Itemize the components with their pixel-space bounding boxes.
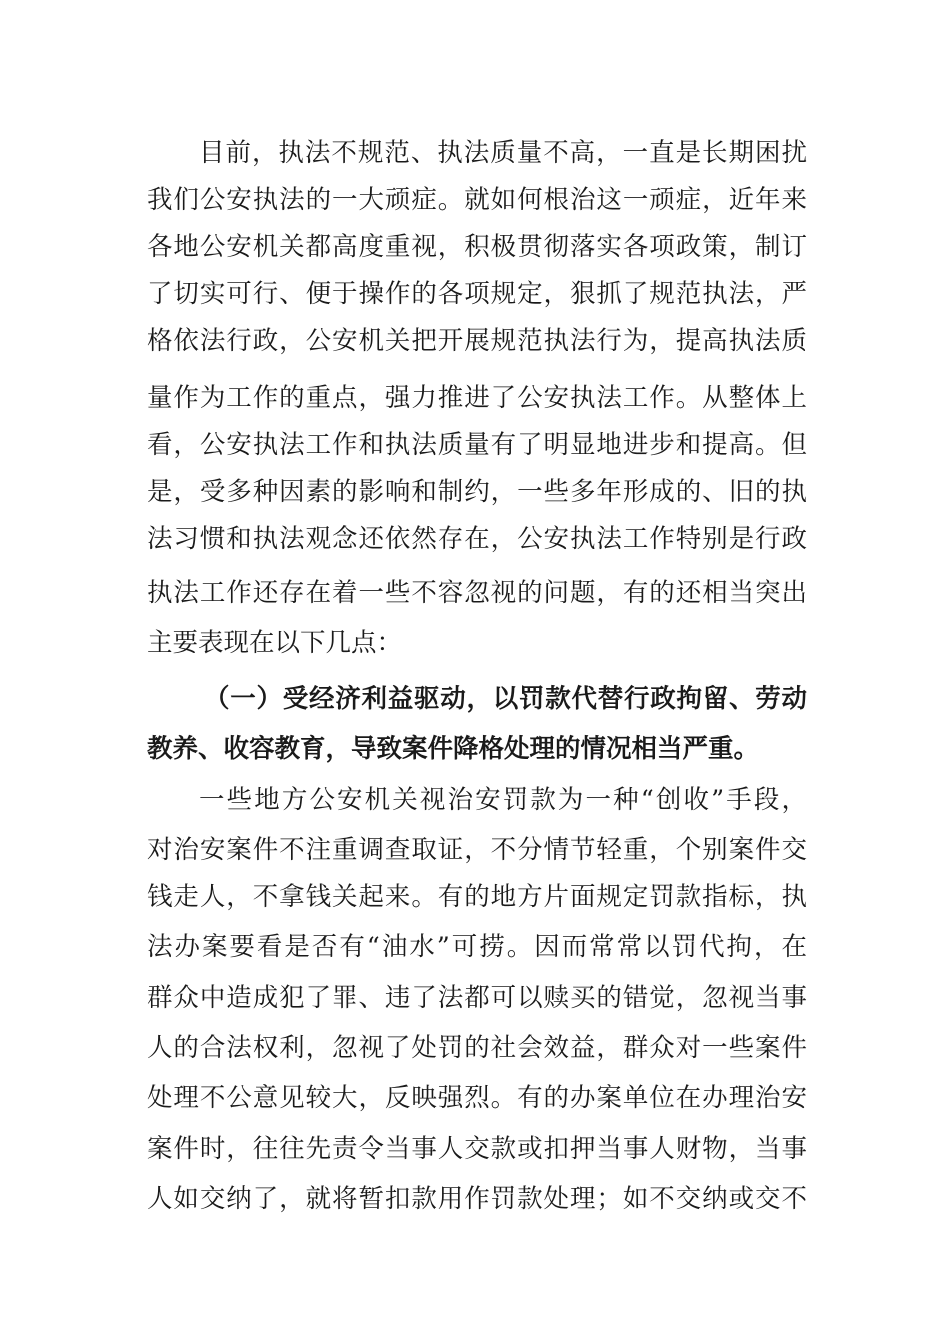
text-line: 格依法行政，公安机关把开展规范执法行为，提高执法质 xyxy=(147,326,807,356)
text-line: 一些地方公安机关视治安罚款为一种“创收”手段， xyxy=(199,785,807,815)
text-line: 群众中造成犯了罪、违了法都可以赎买的错觉，忽视当事 xyxy=(147,983,807,1013)
text-line: 看，公安执法工作和执法质量有了明显地进步和提高。但 xyxy=(147,430,807,460)
text-line: 人的合法权利，忽视了处罚的社会效益，群众对一些案件 xyxy=(147,1033,807,1063)
text-line: 钱走人，不拿钱关起来。有的地方片面规定罚款指标，执 xyxy=(147,882,807,912)
text-line: 我们公安执法的一大顽症。就如何根治这一顽症，近年来 xyxy=(147,185,807,215)
text-line: 法习惯和执法观念还依然存在，公安执法工作特别是行政 xyxy=(147,524,807,554)
text-line: 主要表现在以下几点： xyxy=(147,628,403,658)
text-line: 量作为工作的重点，强力推进了公安执法工作。从整体上 xyxy=(147,383,807,413)
text-line: 人如交纳了，就将暂扣款用作罚款处理；如不交纳或交不 xyxy=(147,1184,807,1214)
text-line: 目前，执法不规范、执法质量不高，一直是长期困扰 xyxy=(199,138,807,168)
heading-line: （一）受经济利益驱动，以罚款代替行政拘留、劳动 xyxy=(204,684,807,714)
text-line: 法办案要看是否有“油水”可捞。因而常常以罚代拘，在 xyxy=(147,932,807,962)
text-line: 各地公安机关都高度重视，积极贯彻落实各项政策，制订 xyxy=(147,232,807,262)
text-line: 对治安案件不注重调查取证，不分情节轻重，个别案件交 xyxy=(147,835,807,865)
text-line: 了切实可行、便于操作的各项规定，狠抓了规范执法，严 xyxy=(147,279,807,309)
text-line: 案件时，往往先责令当事人交款或扣押当事人财物，当事 xyxy=(147,1134,807,1164)
text-line: 处理不公意见较大，反映强烈。有的办案单位在办理治安 xyxy=(147,1083,807,1113)
text-line: 执法工作还存在着一些不容忽视的问题，有的还相当突出 xyxy=(147,578,807,608)
text-line: 是，受多种因素的影响和制约，一些多年形成的、旧的执 xyxy=(147,477,807,507)
heading-line: 教养、收容教育，导致案件降格处理的情况相当严重。 xyxy=(147,734,760,764)
